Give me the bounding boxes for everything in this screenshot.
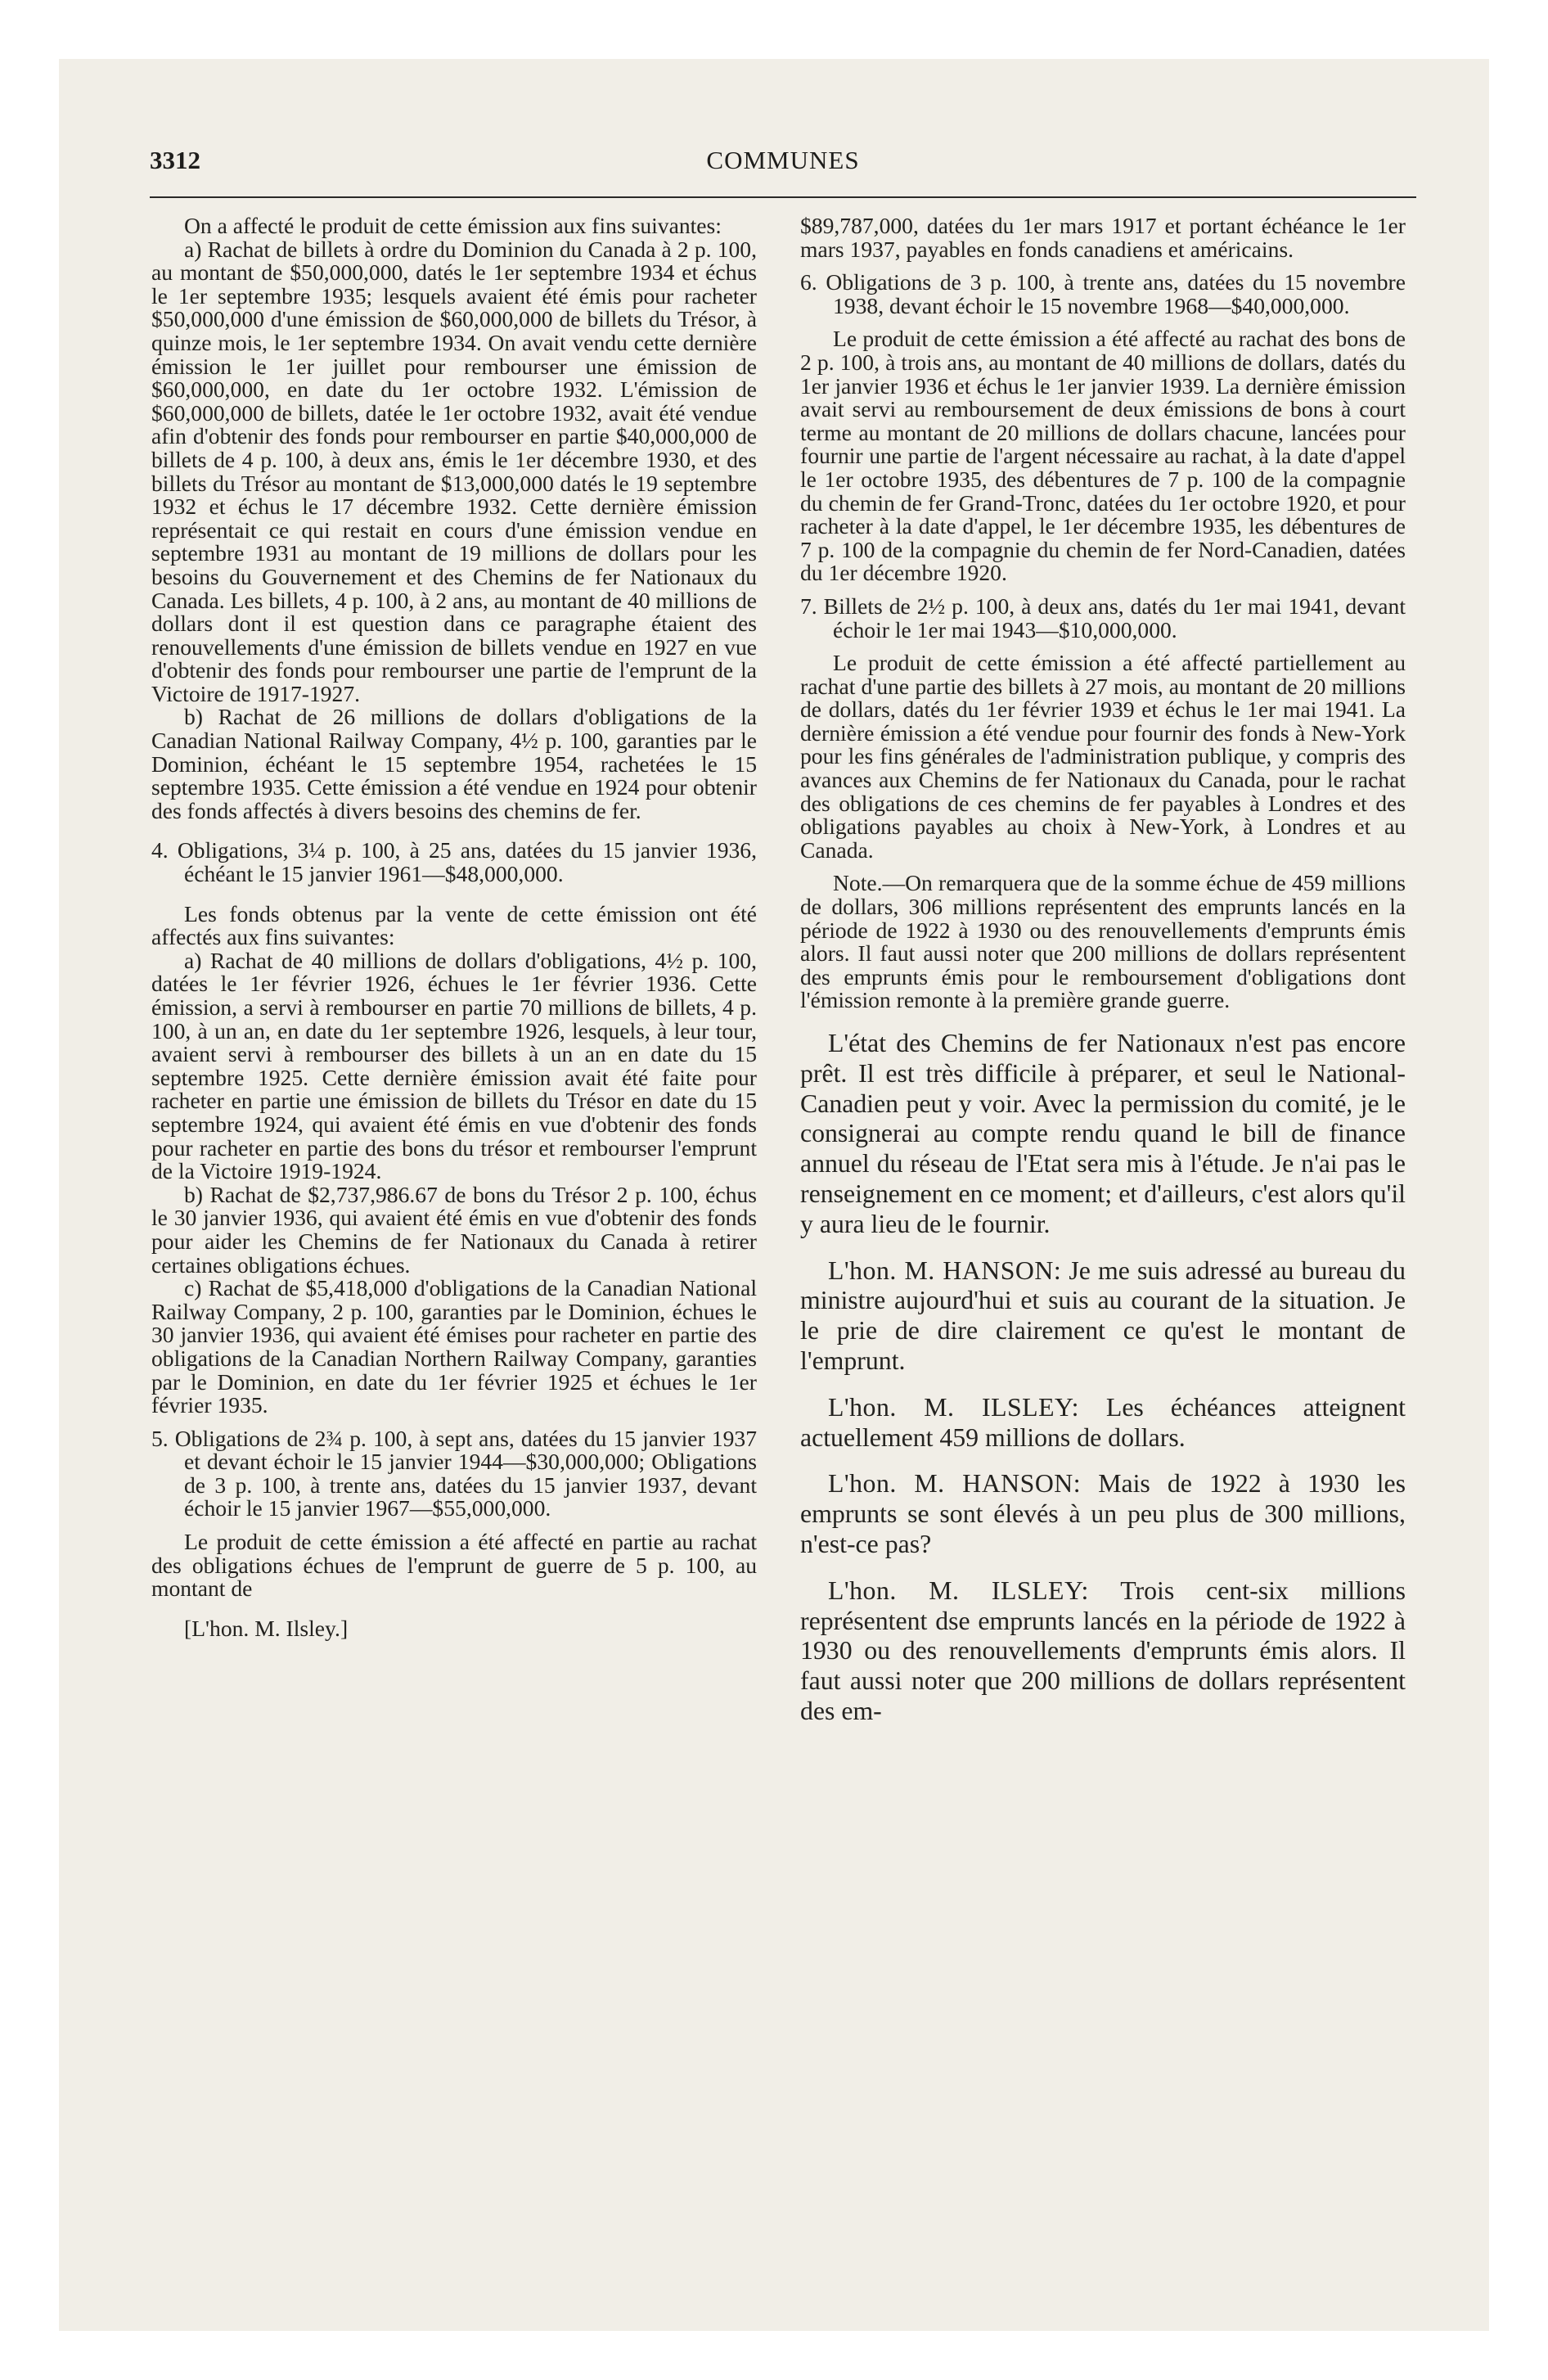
- speaker-attribution: [L'hon. M. Ilsley.]: [184, 1615, 349, 1641]
- right-column-notes: [800, 214, 1406, 1012]
- header-rule: [150, 196, 1416, 198]
- paragraph: a) Rachat de billets à ordre du Dominion du Canada à 2 p. 100, au montant de $50,000,000, datés le 1er septembre 1934 et échus le 1er septembre 1935; lesquels avaient été émis pour racheter $50,000,000 d'une émission de $60,000,000 de billets du Trésor, à quinze mois, le 1er septembre 1934. On avait vendu cette dernière émission le 1er juillet pour rembourser une émission de $60,000,000, en date du 1er octobre 1932. L'émission de $60,000,000 de billets, datée le 1er octobre 1932, avait été vendue afin d'obtenir des fonds pour rembourser en partie $40,000,000 de billets de 4 p. 100, à deux ans, émis le 1er décembre 1930, et des billets du Trésor au montant de $13,000,000 datés le 19 septembre 1932 et échus le 17 décembre 1932. Cette dernière émission représentait ce qui restait en cours d'une émission vendue en septembre 1931 au montant de 19 millions de dollars pour les besoins du Gouvernement et des Chemins de fer Nationaux du Canada. Les billets, 4 p. 100, à 2 ans, au montant de 40 millions de dollars dont il est question dans ce paragraphe étaient des renouvellements d'une émission de billets vendue en 1927 en vue d'obtenir des fonds pour rembourser une partie de l'emprunt de la Victoire de 1917-1927.: [151, 236, 757, 706]
- right-column: [800, 214, 1406, 1727]
- paragraph: a) Rachat de 40 millions de dollars d'obligations, 4½ p. 100, datées le 1er février 1926, échues le 1er février 1936. Cette émission, a servi à rembourser en partie 70 millions de billets, 4 p. 100, à un an, en date du 1er septembre 1926, lesquels, à leur tour, avaient servi à rembourser des billets à un an en date du 15 septembre 1925. Cette dernière émission avait été faite pour racheter en partie une émission de billets du Trésor en date du 15 septembre 1924, qui avaient été émis en vue d'obtenir des fonds pour racheter en partie des bons du trésor et rembourser l'emprunt de la Victoire 1919-1924.: [151, 947, 757, 1184]
- page-number: 3312: [150, 146, 200, 174]
- debate-paragraph: [800, 1576, 1406, 1727]
- debate-text: Mais de 1922 à 1930 les emprunts se sont élevés à un peu plus de 300 millions, n'est-ce pas?: [800, 1469, 1406, 1558]
- list-item: 5. Obligations de 2¾ p. 100, à sept ans, datées du 15 janvier 1937 et devant échoir le 15 janvier 1944—$30,000,000; Obligations de 3 p. 100, à trente ans, datées du 15 janvier 1937, devant échoir le 15 janvier 1967—$55,000,000.: [151, 1425, 757, 1521]
- debate-paragraph: [800, 1469, 1406, 1559]
- left-column: [151, 214, 757, 1640]
- running-head: COMMUNES: [706, 146, 860, 174]
- paragraph: Les fonds obtenus par la vente de cette émission ont été affectés aux fins suivantes:: [151, 900, 757, 950]
- debate-text: Trois cent-six millions représentent dse emprunts lancés en la période de 1922 à 1930 ou des renouvellements d'emprunts émis alors. Il faut aussi noter que 200 millions de dollars représentent des em-: [800, 1575, 1406, 1725]
- debate-text: Je me suis adressé au bureau du ministre aujourd'hui et suis au courant de la situation. Je le prie de dire clairement ce qu'est le montant de l'emprunt.: [800, 1255, 1406, 1375]
- debate-section: [800, 1029, 1406, 1727]
- paragraph: b) Rachat de 26 millions de dollars d'obligations de la Canadian National Railway Company, 4½ p. 100, garanties par le Dominion, échéant le 15 septembre 1954, rachetées le 15 septembre 1935. Cette émission a été vendue en 1924 pour obtenir des fonds affectés à divers besoins des chemins de fer.: [151, 704, 757, 823]
- speaker-name: L'hon. M. HANSON:: [828, 1255, 1062, 1285]
- debate-paragraph: [800, 1256, 1406, 1377]
- paragraph: c) Rachat de $5,418,000 d'obligations de la Canadian National Railway Company, 2 p. 100, garanties par le Dominion, échues le 30 janvier 1936, qui avaient été émises pour racheter en partie des obligations de la Canadian Northern Railway Company, garanties par le Dominion, en date du 1er février 1925 et échues le 1er février 1935.: [151, 1275, 757, 1418]
- note-paragraph: Note.—On remarquera que de la somme échue de 459 millions de dollars, 306 millions représentent des emprunts lancés en la période de 1922 à 1930 ou des renouvellements d'emprunts émis alors. Il faut aussi noter que 200 millions de dollars représentent des emprunts émis pour le remboursement d'obligations dont l'émission remonte à la première grande guerre.: [800, 870, 1406, 1013]
- paragraph: Le produit de cette émission a été affecté au rachat des bons de 2 p. 100, à trois ans, au montant de 40 millions de dollars, datés du 1er janvier 1936 et échus le 1er janvier 1939. La dernière émission avait servi au remboursement de deux émissions de bons à court terme au montant de 20 millions de dollars chacune, lancées pour fournir une partie de l'argent nécessaire au rachat, à la date d'appel le 1er octobre 1935, des débentures de 7 p. 100 de la compagnie du chemin de fer Grand-Tronc, datées du 1er octobre 1920, et pour racheter à la date d'appel, le 1er décembre 1935, les débentures de 7 p. 100 de la compagnie du chemin de fer Nord-Canadien, datées du 1er décembre 1920.: [800, 326, 1406, 586]
- debate-paragraph: [800, 1029, 1406, 1240]
- list-item: 4. Obligations, 3¼ p. 100, à 25 ans, datées du 15 janvier 1936, échéant le 15 janvier 1961—$48,000,000.: [151, 837, 757, 887]
- speaker-name: L'hon. M. HANSON:: [828, 1469, 1082, 1499]
- paragraph: On a affecté le produit de cette émission aux fins suivantes:: [184, 213, 722, 238]
- debate-text: Les échéances atteignent actuellement 459 millions de dollars.: [800, 1392, 1406, 1452]
- paragraph: Le produit de cette émission a été affecté partiellement au rachat d'une partie des billets à 27 mois, au montant de 20 millions de dollars, datés du 1er février 1939 et échus le 1er mai 1941. La dernière émission a été vendue pour fournir des fonds à New-York pour les fins générales de l'administration publique, y compris des avances aux Chemins de fer Nationaux du Canada, pour le rachat des obligations de ces chemins de fer payables à Londres et des obligations payables au choix à New-York, à Londres et au Canada.: [800, 650, 1406, 863]
- paragraph: $89,787,000, datées du 1er mars 1917 et portant échéance le 1er mars 1937, payables en fonds canadiens et américains.: [800, 213, 1406, 262]
- speaker-name: L'hon. M. ILSLEY:: [828, 1392, 1079, 1422]
- speaker-name: L'hon. M. ILSLEY:: [828, 1575, 1089, 1605]
- list-item: 6. Obligations de 3 p. 100, à trente ans, datées du 15 novembre 1938, devant échoir le 15 novembre 1968—$40,000,000.: [800, 269, 1406, 318]
- page-header: [150, 146, 1416, 178]
- debate-paragraph: [800, 1393, 1406, 1454]
- list-item: 7. Billets de 2½ p. 100, à deux ans, datés du 1er mai 1941, devant échoir le 1er mai 1943—$10,000,000.: [800, 593, 1406, 642]
- debate-text: L'état des Chemins de fer Nationaux n'est pas encore prêt. Il est très difficile à préparer, et seul le National-Canadien peut y voir. Avec la permission du comité, je le consignerai au compte rendu quand le bill de finance annuel du réseau de l'Etat sera mis à l'étude. Je n'ai pas le renseignement en ce moment; et d'ailleurs, c'est alors qu'il y aura lieu de le fournir.: [800, 1029, 1406, 1238]
- paragraph: Le produit de cette émission a été affecté en partie au rachat des obligations échues de l'emprunt de guerre de 5 p. 100, au montant de: [151, 1529, 757, 1602]
- paragraph: b) Rachat de $2,737,986.67 de bons du Trésor 2 p. 100, échus le 30 janvier 1936, qui avaient été émis en vue d'obtenir des fonds pour aider les Chemins de fer Nationaux du Canada à retirer certaines obligations échues.: [151, 1181, 757, 1278]
